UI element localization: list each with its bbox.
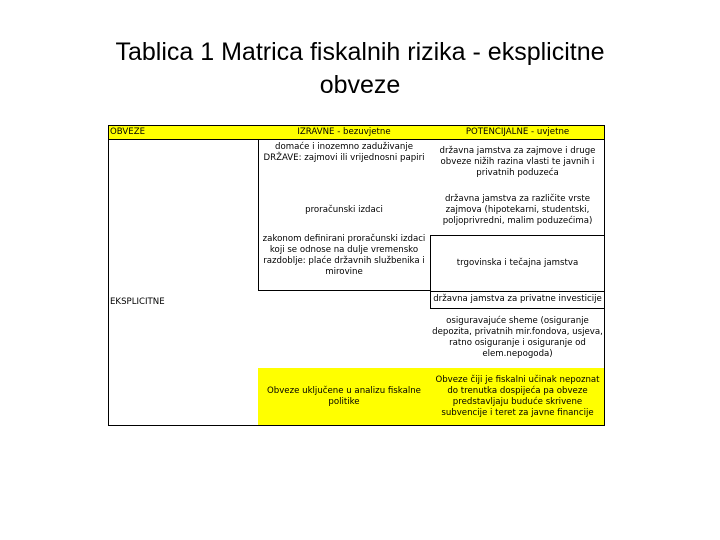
fiscal-risk-matrix-table xyxy=(108,125,605,426)
contingent-trade-top-border xyxy=(430,235,605,236)
contingent-investment-bottom-border xyxy=(430,308,605,309)
contingent-investment-left-border xyxy=(430,291,431,308)
header-col3-text: POTENCIJALNE - uvjetne xyxy=(465,126,570,137)
page-title-line-2: obveze xyxy=(319,71,401,99)
page-title-line-1: Tablica 1 Matrica fiskalnih rizika - eksplicitne xyxy=(115,38,605,66)
label-column-divider xyxy=(258,139,259,290)
page-title xyxy=(20,36,700,102)
table-border xyxy=(108,125,605,426)
direct-legal-text: zakonom definirani proračunski izdaci koji se odnose na dulje vremensko razdoblje: plaće državnih službenika i mirovine xyxy=(262,234,426,277)
contingent-loans-text: državna jamstva za različite vrste zajmova (hipotekarni, studentski, poljoprivredni, malim poduzećima) xyxy=(442,193,593,226)
contingent-guarantees-text: državna jamstva za zajmove i druge obveze nižih razina vlasti te javnih i privatnih poduzeća xyxy=(439,145,596,178)
row-label-text: EKSPLICITNE xyxy=(110,297,165,307)
direct-budget-text: proračunski izdaci xyxy=(305,205,383,215)
header-divider xyxy=(108,139,605,140)
contingent-trade-bottom-border xyxy=(430,291,605,292)
contingent-trade-text: trgovinska i tečajna jamstva xyxy=(456,257,579,268)
header-col1-text: OBVEZE xyxy=(110,126,146,137)
contingent-trade-left-border xyxy=(430,235,431,291)
legal-cell-bottom-border xyxy=(258,290,430,291)
direct-policy-text: Obveze uključene u analizu fiskalne politike xyxy=(267,386,421,407)
contingent-investment-text: državna jamstva za privatne investicije xyxy=(433,294,602,304)
contingent-hidden-text: Obveze čiji je fiskalni učinak nepoznat do trenutka dospijeća pa obveze predstavljaju buduće skrivene subvencije i teret za javne financije xyxy=(435,375,600,418)
header-col2-text: IZRAVNE - bezuvjetne xyxy=(297,126,391,137)
contingent-insurance-text: osiguravajuće sheme (osiguranje depozita, privatnih mir.fondova, usjeva, ratno osiguranje i osiguranje od elem.nepogoda) xyxy=(432,316,603,359)
direct-debt-text: domaće i inozemno zaduživanje DRŽAVE: zajmovi ili vrijednosni papiri xyxy=(263,142,425,163)
